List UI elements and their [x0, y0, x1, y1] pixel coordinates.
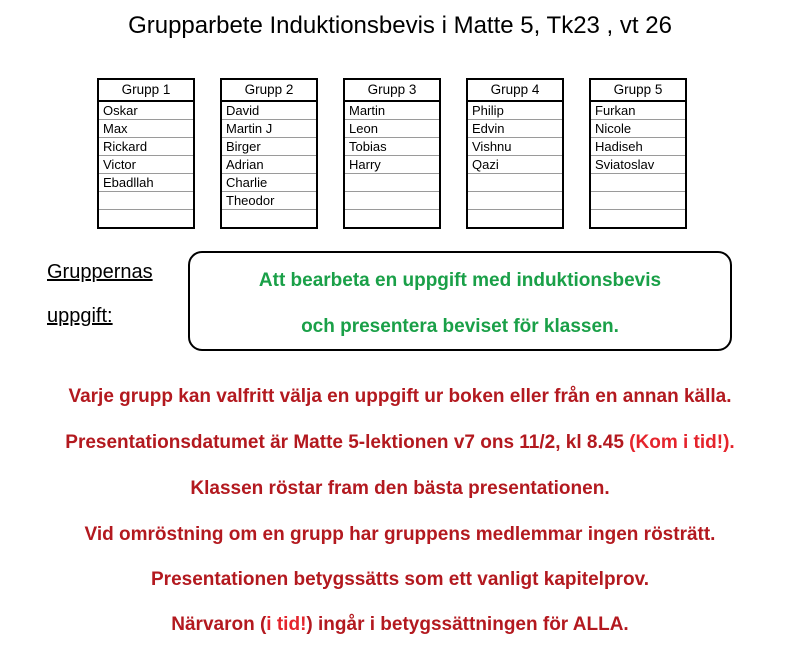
task-text-line2: och presentera beviset för klassen. [301, 316, 619, 337]
rule-attendance-pre: Närvaron ( [171, 614, 267, 635]
rule-attendance [0, 614, 800, 636]
group-header: Grupp 4 [468, 80, 562, 102]
group-member: Hadiseh [591, 138, 685, 156]
group-member: Qazi [468, 156, 562, 174]
rule-voting: Klassen röstar fram den bästa presentationen. [190, 478, 610, 499]
task-text-line1: Att bearbeta en uppgift med induktionsbevis [258, 270, 662, 291]
group-member: Adrian [222, 156, 316, 174]
group-table [466, 78, 564, 229]
group-header: Grupp 5 [591, 80, 685, 102]
group-member: Leon [345, 120, 439, 138]
rule-attendance-highlight: i tid! [266, 614, 307, 635]
group-member: Birger [222, 138, 316, 156]
rule-date-text: Presentationsdatumet är Matte 5-lektionen v7 ons 11/2, kl 8.45 [65, 432, 630, 453]
group-member [99, 192, 193, 210]
group-member: Charlie [222, 174, 316, 192]
group-member: Max [99, 120, 193, 138]
group-member: Martin J [222, 120, 316, 138]
group-member: Ebadllah [99, 174, 193, 192]
group-table [220, 78, 318, 229]
task-label-line2: uppgift: [47, 305, 113, 327]
group-member [468, 174, 562, 192]
group-member: Harry [345, 156, 439, 174]
rule-presentation-date [0, 432, 800, 454]
group-member [345, 210, 439, 227]
group-member: Tobias [345, 138, 439, 156]
group-member: Edvin [468, 120, 562, 138]
group-table [343, 78, 441, 229]
group-member [345, 174, 439, 192]
task-label-line1: Gruppernas [47, 261, 153, 283]
group-member [222, 210, 316, 227]
group-member [591, 192, 685, 210]
group-member: Nicole [591, 120, 685, 138]
group-member: Victor [99, 156, 193, 174]
rule-date-highlight: (Kom i tid!). [629, 432, 735, 453]
task-box [188, 251, 732, 351]
group-member: Theodor [222, 192, 316, 210]
group-member: Rickard [99, 138, 193, 156]
group-member [468, 192, 562, 210]
rule-attendance-post: ) ingår i betygssättningen för ALLA. [306, 614, 629, 635]
group-member: Oskar [99, 102, 193, 120]
group-member [591, 210, 685, 227]
group-member: David [222, 102, 316, 120]
group-table [97, 78, 195, 229]
group-member [468, 210, 562, 227]
group-member [345, 192, 439, 210]
group-member: Sviatoslav [591, 156, 685, 174]
group-member [591, 174, 685, 192]
group-header: Grupp 1 [99, 80, 193, 102]
group-member: Martin [345, 102, 439, 120]
group-member: Furkan [591, 102, 685, 120]
rule-no-vote: Vid omröstning om en grupp har gruppens medlemmar ingen rösträtt. [84, 524, 716, 545]
group-member [99, 210, 193, 227]
group-header: Grupp 2 [222, 80, 316, 102]
group-header: Grupp 3 [345, 80, 439, 102]
group-member: Vishnu [468, 138, 562, 156]
group-member: Philip [468, 102, 562, 120]
rule-choose-task: Varje grupp kan valfritt välja en uppgift ur boken eller från en annan källa. [68, 386, 732, 407]
rule-grading: Presentationen betygssätts som ett vanligt kapitelprov. [151, 569, 649, 590]
group-table [589, 78, 687, 229]
page-title: Grupparbete Induktionsbevis i Matte 5, Tk23 , vt 26 [128, 12, 672, 39]
